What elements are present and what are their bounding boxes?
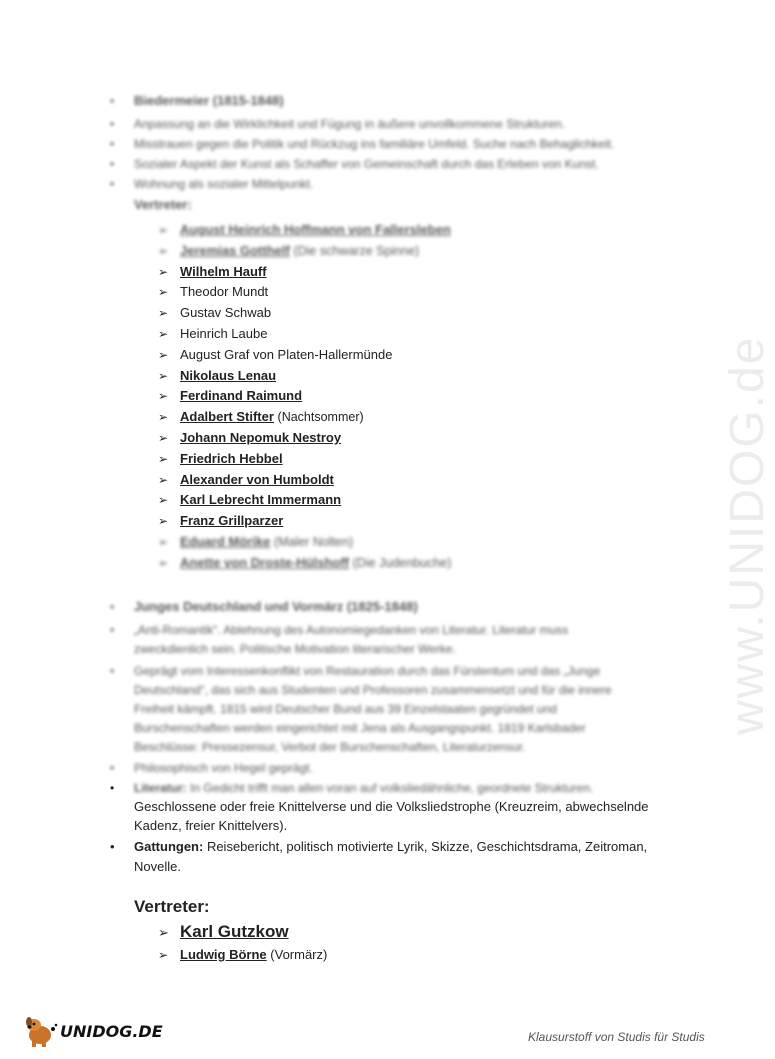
gattungen-label: Gattungen:	[134, 839, 204, 854]
arrow-bullet-icon: ➢	[158, 285, 169, 300]
watermark	[690, 280, 774, 740]
bullet-text: Sozialer Aspekt der Kunst als Schaffer von Gemeinschaft durch das Erleben von Kunst.	[134, 157, 599, 171]
para-line: Deutschland“, das sich aus Studenten und Professoren zusammensetzt und für die innere	[134, 683, 612, 697]
rep-note: (Nachtsommer)	[277, 410, 364, 425]
rep-item	[158, 241, 451, 262]
rep-item	[158, 220, 451, 241]
arrow-bullet-icon: ➢	[158, 389, 169, 404]
bullet-text: Anpassung an die Wirklichkeit und Fügung in äußere unvollkommene Strukturen.	[134, 117, 565, 131]
rep-item	[158, 490, 451, 511]
gattungen-text: Reisebericht, politisch motivierte Lyrik, Skizze, Geschichtsdrama, Zeitroman,	[203, 839, 648, 854]
section2-bullet	[110, 661, 600, 681]
rep-name: Anette von Droste-Hülshoff	[180, 554, 349, 570]
rep-name: Jeremias Gotthelf	[180, 242, 290, 258]
rep-name: Ferdinand Raimund	[180, 388, 303, 404]
arrow-bullet-icon: ➢	[158, 493, 169, 508]
para-line: Philosophisch von Hegel geprägt.	[134, 761, 313, 775]
rep-item	[158, 262, 451, 283]
rep-name: Karl Lebrecht Immermann	[180, 492, 342, 508]
arrow-bullet-icon: ➢	[158, 347, 169, 362]
rep-item	[158, 920, 327, 944]
arrow-bullet-icon: ➢	[158, 534, 169, 549]
rep-name: Eduard Mörike	[180, 533, 271, 549]
arrow-bullet-icon: ➢	[158, 430, 169, 445]
arrow-bullet-icon: ➢	[158, 514, 169, 529]
rep-item	[158, 324, 451, 345]
rep-item	[158, 511, 451, 532]
rep-item	[158, 386, 451, 407]
section2-heading-row	[110, 597, 418, 617]
bullet-symbol: •	[110, 664, 115, 678]
rep-name: Theodor Mundt	[180, 284, 269, 300]
bullet-symbol: •	[110, 117, 115, 131]
section1-bullet	[110, 174, 313, 194]
rep-item	[158, 944, 327, 966]
arrow-bullet-icon: ➢	[158, 368, 169, 383]
bullet-symbol: •	[110, 781, 115, 795]
arrow-bullet-icon: ➢	[158, 555, 169, 570]
arrow-bullet-icon: ➢	[158, 223, 169, 237]
arrow-bullet-icon: ➢	[158, 925, 169, 940]
watermark-text: www.UNIDOG.de	[721, 335, 774, 735]
para-line: Geprägt vom Interessenkonflikt von Restauration durch das Fürstentum und das „Junge	[134, 664, 601, 678]
literatur-text: In Gedicht trifft man allen voran auf volksliedähnliche, geordnete Strukturen.	[190, 781, 594, 795]
section1-rep-list	[158, 220, 451, 574]
footer-tagline: Klausurstoff von Studis für Studis	[528, 1030, 705, 1044]
section1-heading: Biedermeier (1815-1848)	[134, 93, 284, 108]
bullet-symbol: •	[110, 157, 115, 171]
bullet-symbol: •	[110, 761, 115, 775]
literatur-line: Geschlossene oder freie Knittelverse und die Volksliedstrophe (Kreuzreim, abwechselnde	[134, 799, 649, 814]
section1-bullet	[110, 114, 565, 134]
literatur-label: Literatur:	[134, 781, 187, 795]
bullet-text: Wohnung als sozialer Mittelpunkt.	[134, 177, 314, 191]
rep-name: Friedrich Hebbel	[180, 450, 283, 466]
rep-name: Johann Nepomuk Nestroy	[180, 429, 342, 445]
rep-item	[158, 470, 451, 491]
arrow-bullet-icon: ➢	[158, 472, 169, 487]
rep-name: Adalbert Stifter	[180, 409, 274, 425]
rep-note: (Maler Nolten)	[273, 534, 354, 549]
rep-name: Gustav Schwab	[180, 305, 272, 321]
rep-name: Franz Grillparzer	[180, 513, 284, 529]
arrow-bullet-icon: ➢	[158, 451, 169, 466]
rep-name: Nikolaus Lenau	[180, 367, 277, 383]
rep-note: (Die Judenbuche)	[352, 555, 452, 570]
rep-item	[158, 345, 451, 366]
arrow-bullet-icon: ➢	[158, 306, 169, 321]
bullet-symbol: •	[110, 94, 115, 108]
section1-heading-row	[110, 91, 284, 111]
para-line: Beschlüsse: Pressezensur, Verbot der Burschenschaften, Literaturzensur.	[134, 740, 526, 754]
para-line: Burschenschaften werden eingerichtet mit Jena als Ausgangspunkt. 1819 Karlsbader	[134, 721, 586, 735]
bullet-symbol: •	[110, 600, 115, 614]
rep-item	[158, 428, 451, 449]
rep-name: Alexander von Humboldt	[180, 471, 334, 487]
bullet-symbol: •	[110, 137, 115, 151]
rep-item	[158, 303, 451, 324]
arrow-bullet-icon: ➢	[158, 243, 169, 258]
arrow-bullet-icon: ➢	[158, 948, 169, 962]
bullet-symbol: •	[110, 623, 115, 637]
logo-text: UNIDOG.DE	[60, 1021, 163, 1041]
rep-name: August Graf von Platen-Hallermünde	[180, 346, 393, 362]
bullet-text: Misstrauen gegen die Politik und Rückzug ins familiäre Umfeld. Suche nach Behaglichkeit.	[134, 137, 615, 151]
rep-item	[158, 407, 451, 428]
literatur-line: Kadenz, freier Knittelvers).	[134, 818, 288, 833]
rep-name: Heinrich Laube	[180, 325, 268, 341]
section2-bullet-gattungen	[110, 837, 647, 857]
gattungen-line: Novelle.	[134, 859, 181, 874]
rep-name: Wilhelm Hauff	[180, 263, 267, 279]
rep-item	[158, 553, 451, 574]
section2-heading: Junges Deutschland und Vormärz (1825-1848)	[134, 599, 418, 614]
section2-rep-list	[158, 920, 327, 966]
section2-bullet	[110, 620, 568, 640]
rep-name: August Heinrich Hoffmann von Fallersleben	[180, 222, 451, 237]
para-line: Freiheit kämpft. 1815 wird Deutscher Bund aus 39 Einzelstaaten gegründet und	[134, 702, 557, 716]
rep-item	[158, 366, 451, 387]
rep-name: Karl Gutzkow	[180, 922, 289, 941]
rep-item	[158, 532, 451, 553]
rep-item	[158, 282, 451, 303]
rep-name: Ludwig Börne	[180, 947, 267, 962]
section1-bullet	[110, 134, 614, 154]
rep-note: (Vormärz)	[266, 947, 328, 962]
para-line: „Anti-Romantik“. Ablehnung des Autonomiegedanken von Literatur. Literatur muss	[134, 623, 569, 637]
arrow-bullet-icon: ➢	[158, 410, 169, 425]
bullet-symbol: •	[110, 839, 115, 854]
section2-bullet	[110, 758, 313, 778]
bullet-symbol: •	[110, 177, 115, 191]
section2-rep-label: Vertreter:	[134, 897, 210, 916]
arrow-bullet-icon: ➢	[158, 326, 169, 341]
dog-logo-icon	[22, 1013, 58, 1049]
footer-logo	[22, 1013, 163, 1049]
section1-bullet	[110, 154, 599, 174]
section2-bullet-literatur	[110, 778, 593, 798]
arrow-bullet-icon: ➢	[158, 264, 169, 279]
rep-item	[158, 449, 451, 470]
rep-note: (Die schwarze Spinne)	[293, 243, 420, 258]
section1-rep-label: Vertreter:	[134, 197, 192, 212]
para-line: zweckdienlich sein. Politische Motivation literarischer Werke.	[134, 642, 456, 656]
